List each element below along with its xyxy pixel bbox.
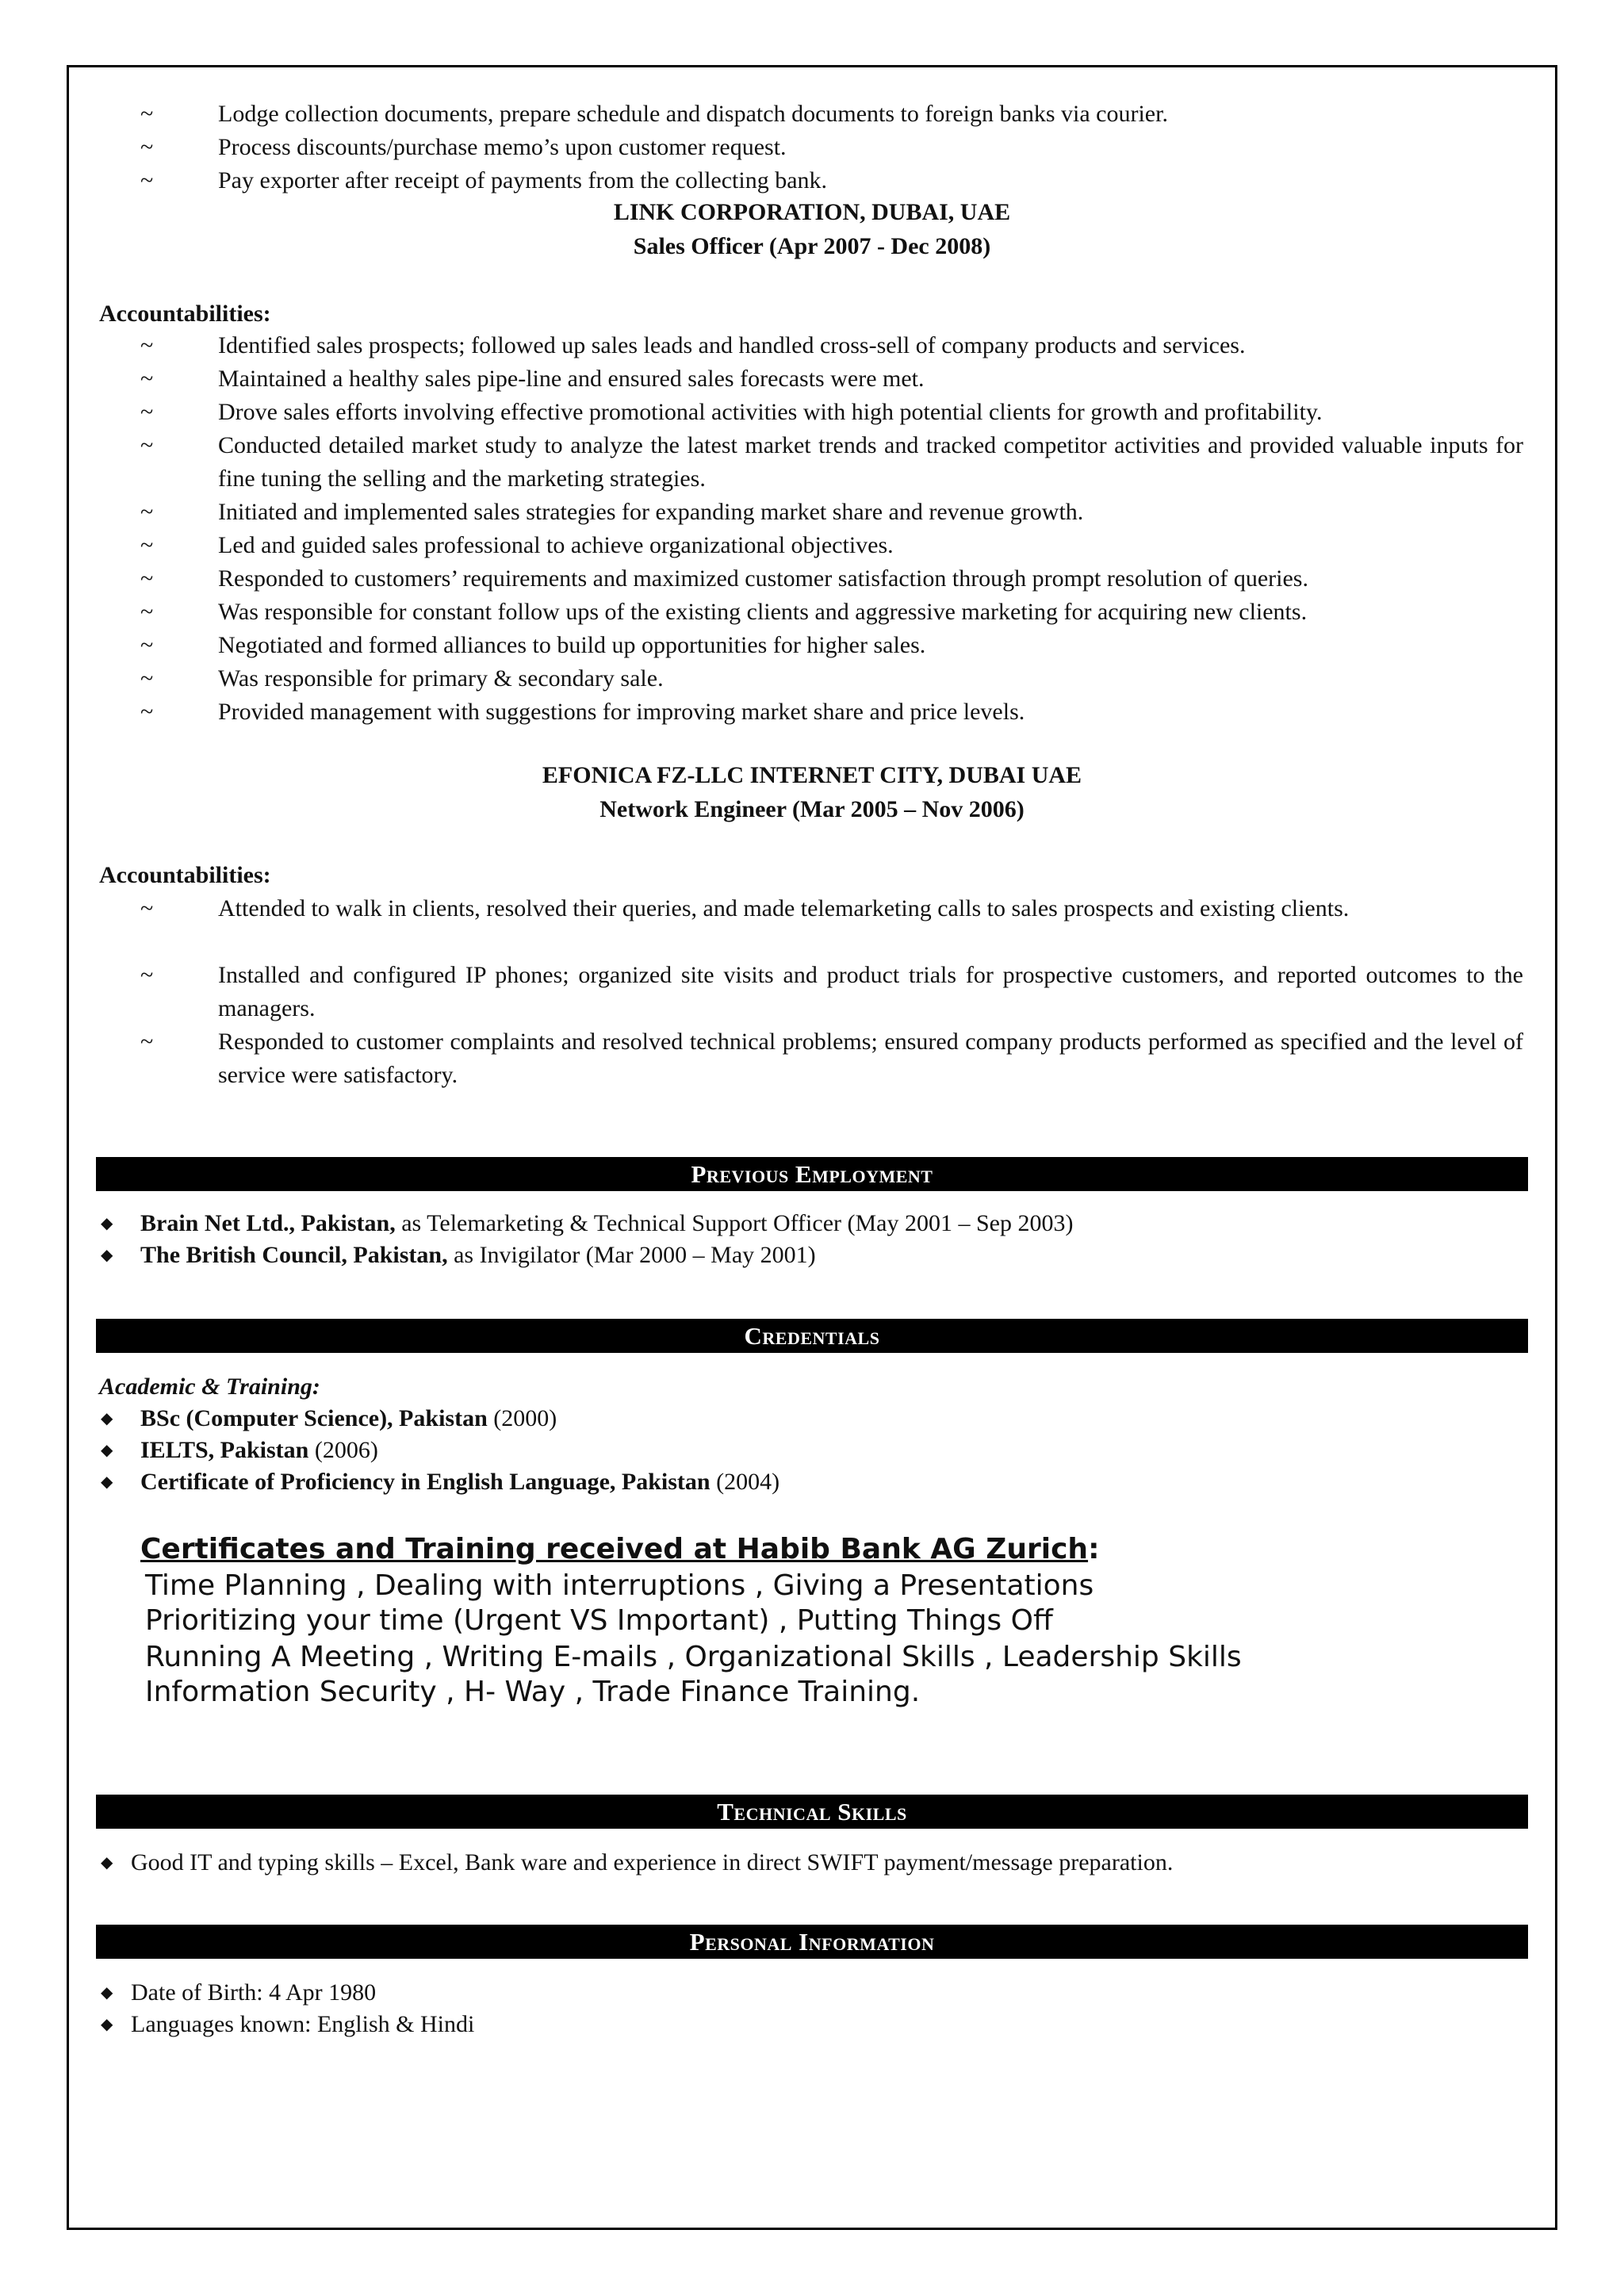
accountability-item: ~ Conducted detailed market study to analyze the latest market trends and tracked competitor activities and provided valuable inputs for fine tuning the selling and the marketing strategies. bbox=[140, 432, 1523, 492]
section-heading-personal-information: Personal Information bbox=[96, 1925, 1528, 1959]
credential-item: ◆ BSc (Computer Science), Pakistan (2000) bbox=[101, 1405, 557, 1431]
academic-training-subheading: Academic & Training: bbox=[99, 1374, 320, 1400]
accountability-item: ~ Drove sales efforts involving effective promotional activities with high potential clients for growth and profitability. bbox=[140, 399, 1323, 425]
accountability-item: ~ Was responsible for constant follow ups of the existing clients and aggressive marketing for acquiring new clients. bbox=[140, 599, 1308, 625]
certificate-line: Prioritizing your time (Urgent VS Important) , Putting Things Off bbox=[145, 1604, 1053, 1637]
duty-item: ~ Pay exporter after receipt of payments from the collecting bank. bbox=[140, 167, 828, 193]
certificate-line: Information Security , H- Way , Trade Finance Training. bbox=[145, 1676, 921, 1708]
section-heading-previous-employment: Previous Employment bbox=[96, 1157, 1528, 1191]
accountability-item: ~ Installed and configured IP phones; organized site visits and product trials for prospective customers, and reported outcomes to the managers. bbox=[140, 962, 1523, 1021]
accountability-item: ~ Initiated and implemented sales strategies for expanding market share and revenue growth. bbox=[140, 499, 1084, 525]
section-heading-technical-skills: Technical Skills bbox=[96, 1795, 1528, 1829]
accountability-item: ~ Negotiated and formed alliances to build up opportunities for higher sales. bbox=[140, 632, 926, 658]
employment-item: ◆ The British Council, Pakistan, as Invigilator (Mar 2000 – May 2001) bbox=[101, 1242, 816, 1268]
resume-page-frame bbox=[67, 65, 1557, 2230]
section-heading-credentials: Credentials bbox=[96, 1319, 1528, 1353]
personal-info-item: ◆ Languages known: English & Hindi bbox=[101, 2011, 475, 2037]
certificate-line: Time Planning , Dealing with interruptions , Giving a Presentations bbox=[145, 1569, 1094, 1602]
credential-item: ◆ IELTS, Pakistan (2006) bbox=[101, 1437, 378, 1463]
accountability-item: ~ Was responsible for primary & secondary sale. bbox=[140, 665, 664, 692]
job-role: Sales Officer (Apr 2007 - Dec 2008) bbox=[633, 233, 991, 259]
employment-item: ◆ Brain Net Ltd., Pakistan, as Telemarketing & Technical Support Officer (May 2001 – Sep 2003) bbox=[101, 1210, 1074, 1236]
accountability-item: ~ Led and guided sales professional to achieve organizational objectives. bbox=[140, 532, 894, 558]
certificates-heading: Certificates and Training received at Habib Bank AG Zurich: bbox=[140, 1533, 1100, 1565]
duty-item: ~ Lodge collection documents, prepare schedule and dispatch documents to foreign banks via courier. bbox=[140, 101, 1168, 127]
accountability-item: ~ Attended to walk in clients, resolved their queries, and made telemarketing calls to sales prospects and existing clients. bbox=[140, 895, 1350, 921]
personal-info-item: ◆ Date of Birth: 4 Apr 1980 bbox=[101, 1979, 377, 2006]
duty-item: ~ Process discounts/purchase memo’s upon customer request. bbox=[140, 134, 787, 160]
accountability-item: ~ Maintained a healthy sales pipe-line and ensured sales forecasts were met. bbox=[140, 366, 925, 392]
credential-item: ◆ Certificate of Proficiency in English Language, Pakistan (2004) bbox=[101, 1469, 780, 1495]
skill-item: ◆ Good IT and typing skills – Excel, Bank ware and experience in direct SWIFT payment/message preparation. bbox=[101, 1849, 1174, 1875]
accountability-item: ~ Responded to customer complaints and resolved technical problems; ensured company products performed as specified and the level of service were satisfactory. bbox=[140, 1029, 1523, 1088]
accountability-item: ~ Responded to customers’ requirements and maximized customer satisfaction through prompt resolution of queries. bbox=[140, 565, 1308, 592]
accountabilities-label: Accountabilities: bbox=[99, 301, 271, 327]
employer-name: LINK CORPORATION, DUBAI, UAE bbox=[613, 199, 1011, 225]
accountability-item: ~ Identified sales prospects; followed up sales leads and handled cross-sell of company products and services. bbox=[140, 332, 1246, 358]
accountabilities-label: Accountabilities: bbox=[99, 862, 271, 888]
employer-name: EFONICA FZ-LLC INTERNET CITY, DUBAI UAE bbox=[542, 762, 1082, 788]
accountability-item: ~ Provided management with suggestions for improving market share and price levels. bbox=[140, 699, 1025, 725]
job-role: Network Engineer (Mar 2005 – Nov 2006) bbox=[599, 796, 1025, 822]
certificate-line: Running A Meeting , Writing E-mails , Organizational Skills , Leadership Skills bbox=[145, 1641, 1242, 1673]
